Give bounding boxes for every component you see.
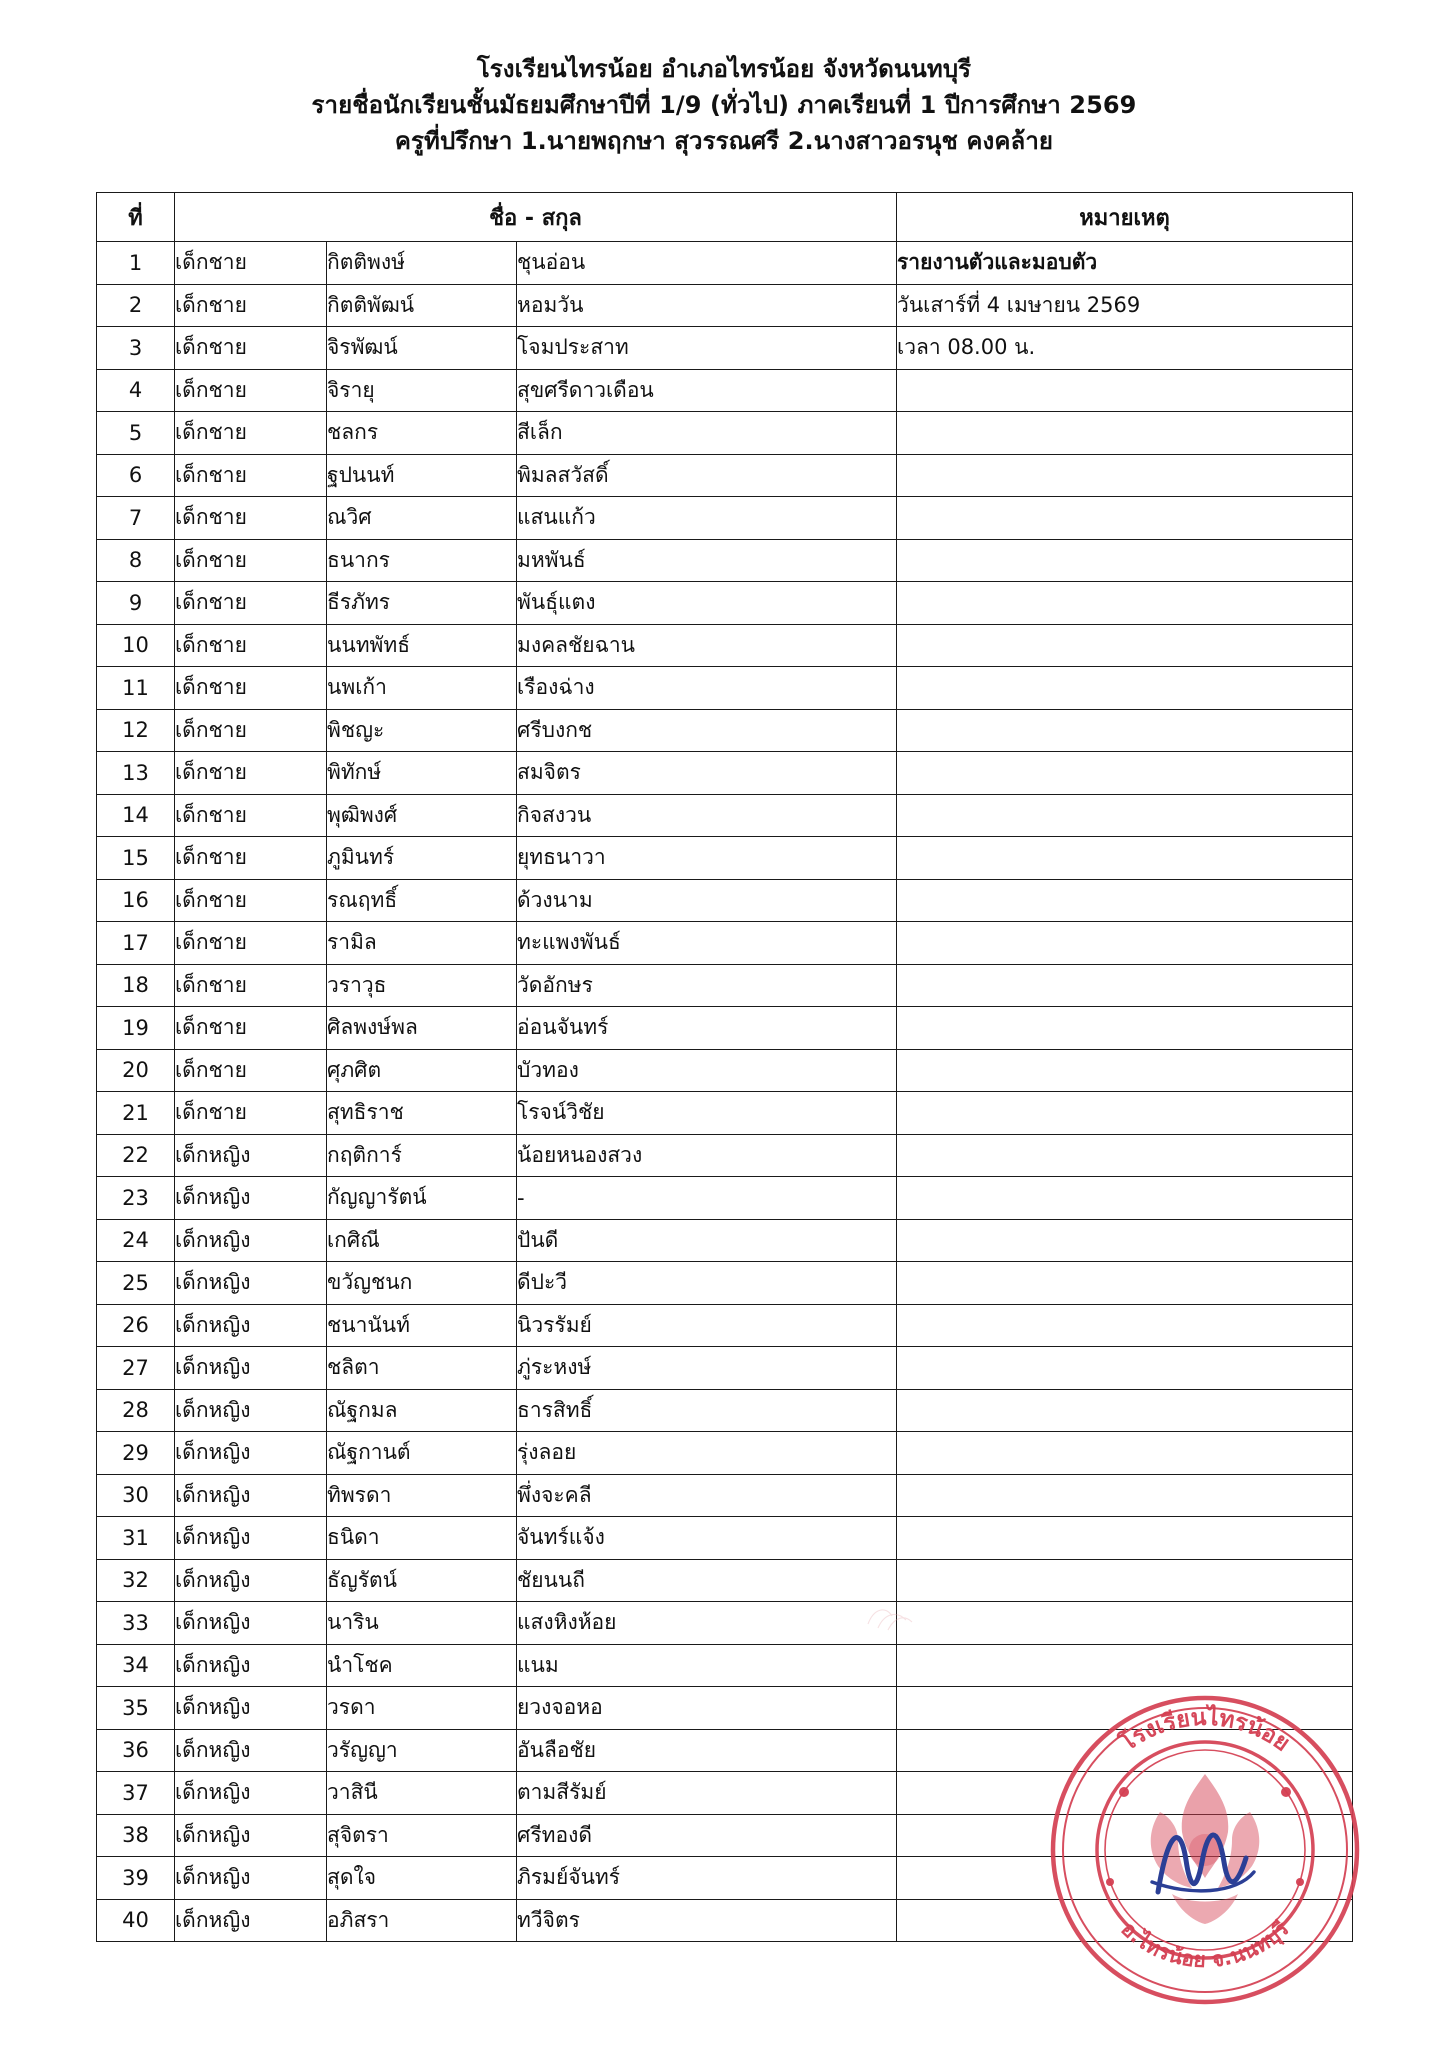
row-prefix: เด็กหญิง (175, 1857, 327, 1900)
row-prefix: เด็กหญิง (175, 1772, 327, 1815)
row-prefix: เด็กหญิง (175, 1347, 327, 1390)
table-row (97, 1432, 1353, 1475)
row-number: 3 (97, 327, 175, 370)
row-first-name: จิรพัฒน์ (327, 327, 517, 370)
table-row (97, 1092, 1353, 1135)
document-header (96, 52, 1352, 158)
table-row (97, 454, 1353, 497)
row-number: 10 (97, 624, 175, 667)
row-prefix: เด็กชาย (175, 879, 327, 922)
row-number: 15 (97, 837, 175, 880)
row-last-name: ปันดี (517, 1219, 897, 1262)
row-prefix: เด็กหญิง (175, 1899, 327, 1942)
row-first-name: กฤติการ์ (327, 1134, 517, 1177)
row-last-name: มงคลชัยฉาน (517, 624, 897, 667)
row-remark (897, 1007, 1353, 1050)
row-last-name: เรืองฉ่าง (517, 667, 897, 710)
row-first-name: นพเก้า (327, 667, 517, 710)
row-remark (897, 1857, 1353, 1900)
row-number: 11 (97, 667, 175, 710)
row-number: 18 (97, 964, 175, 1007)
row-remark: เวลา 08.00 น. (897, 327, 1353, 370)
school-name-line: โรงเรียนไทรน้อย อำเภอไทรน้อย จังหวัดนนทบุรี (476, 55, 972, 83)
row-first-name: สุดใจ (327, 1857, 517, 1900)
row-last-name: โจมประสาท (517, 327, 897, 370)
row-first-name: ชลกร (327, 412, 517, 455)
table-row (97, 1134, 1353, 1177)
table-row (97, 1772, 1353, 1815)
row-last-name: ยุทธนาวา (517, 837, 897, 880)
row-last-name: สุขศรีดาวเดือน (517, 369, 897, 412)
row-prefix: เด็กชาย (175, 284, 327, 327)
row-number: 27 (97, 1347, 175, 1390)
table-row (97, 709, 1353, 752)
table-row (97, 794, 1353, 837)
row-first-name: กิตติพัฒน์ (327, 284, 517, 327)
row-last-name: พึ่งจะคลี (517, 1474, 897, 1517)
row-first-name: ฐปนนท์ (327, 454, 517, 497)
table-row (97, 1644, 1353, 1687)
table-body (97, 242, 1353, 1942)
row-first-name: จิรายุ (327, 369, 517, 412)
row-first-name: เกศิณี (327, 1219, 517, 1262)
row-last-name: รุ่งลอย (517, 1432, 897, 1475)
row-last-name: สมจิตร (517, 752, 897, 795)
row-last-name: ศรีบงกช (517, 709, 897, 752)
row-prefix: เด็กหญิง (175, 1687, 327, 1730)
table-row (97, 1262, 1353, 1305)
row-prefix: เด็กชาย (175, 582, 327, 625)
row-last-name: ตามสีรัมย์ (517, 1772, 897, 1815)
row-number: 28 (97, 1389, 175, 1432)
table-row (97, 667, 1353, 710)
row-prefix: เด็กหญิง (175, 1474, 327, 1517)
header-name: ชื่อ - สกุล (175, 193, 897, 242)
row-number: 5 (97, 412, 175, 455)
row-last-name: อันลือชัย (517, 1729, 897, 1772)
row-last-name: พันธุ์แตง (517, 582, 897, 625)
table-row (97, 1049, 1353, 1092)
row-number: 40 (97, 1899, 175, 1942)
table-row (97, 1177, 1353, 1220)
class-list-line: รายชื่อนักเรียนชั้นมัธยมศึกษาปีที่ 1/9 (ทั่วไป) ภาคเรียนที่ 1 ปีการศึกษา 2569 (311, 91, 1137, 120)
row-remark (897, 1559, 1353, 1602)
row-remark (897, 879, 1353, 922)
row-prefix: เด็กชาย (175, 964, 327, 1007)
row-remark: รายงานตัวและมอบตัว (897, 242, 1353, 285)
row-first-name: ภูมินทร์ (327, 837, 517, 880)
row-number: 4 (97, 369, 175, 412)
table-row (97, 369, 1353, 412)
row-remark (897, 1347, 1353, 1390)
table-header-row (97, 193, 1353, 242)
row-number: 16 (97, 879, 175, 922)
row-remark (897, 1687, 1353, 1730)
row-number: 25 (97, 1262, 175, 1305)
table-row (97, 1729, 1353, 1772)
row-first-name: พิทักษ์ (327, 752, 517, 795)
table-row (97, 1389, 1353, 1432)
row-last-name: ทวีจิตร (517, 1899, 897, 1942)
row-prefix: เด็กชาย (175, 454, 327, 497)
row-last-name: ภิรมย์จันทร์ (517, 1857, 897, 1900)
table-row (97, 624, 1353, 667)
faint-ink-mark (862, 1600, 918, 1634)
row-number: 6 (97, 454, 175, 497)
row-remark (897, 752, 1353, 795)
row-last-name: ดีปะวี (517, 1262, 897, 1305)
table-row (97, 539, 1353, 582)
row-number: 38 (97, 1814, 175, 1857)
row-last-name: ยวงจอหอ (517, 1687, 897, 1730)
row-remark (897, 667, 1353, 710)
row-prefix: เด็กชาย (175, 794, 327, 837)
row-number: 34 (97, 1644, 175, 1687)
table-row (97, 964, 1353, 1007)
row-remark (897, 497, 1353, 540)
row-prefix: เด็กหญิง (175, 1814, 327, 1857)
row-number: 9 (97, 582, 175, 625)
row-remark (897, 922, 1353, 965)
row-remark (897, 1389, 1353, 1432)
table-row (97, 922, 1353, 965)
row-first-name: ศุภศิต (327, 1049, 517, 1092)
row-prefix: เด็กหญิง (175, 1177, 327, 1220)
table-row (97, 1304, 1353, 1347)
row-remark (897, 369, 1353, 412)
row-prefix: เด็กหญิง (175, 1304, 327, 1347)
table-row (97, 1814, 1353, 1857)
row-first-name: อภิสรา (327, 1899, 517, 1942)
row-remark (897, 539, 1353, 582)
row-remark: วันเสาร์ที่ 4 เมษายน 2569 (897, 284, 1353, 327)
row-first-name: สุจิตรา (327, 1814, 517, 1857)
row-prefix: เด็กหญิง (175, 1559, 327, 1602)
table-row (97, 1474, 1353, 1517)
row-number: 12 (97, 709, 175, 752)
row-last-name: ภู่ระหงษ์ (517, 1347, 897, 1390)
row-remark (897, 1474, 1353, 1517)
row-number: 33 (97, 1602, 175, 1645)
row-first-name: ขวัญชนก (327, 1262, 517, 1305)
row-last-name: แสนแก้ว (517, 497, 897, 540)
row-first-name: นำโชค (327, 1644, 517, 1687)
row-first-name: วราวุธ (327, 964, 517, 1007)
row-prefix: เด็กหญิง (175, 1432, 327, 1475)
table-row (97, 242, 1353, 285)
row-last-name: น้อยหนองสวง (517, 1134, 897, 1177)
row-first-name: ธัญรัตน์ (327, 1559, 517, 1602)
row-prefix: เด็กหญิง (175, 1262, 327, 1305)
row-remark (897, 624, 1353, 667)
row-remark (897, 794, 1353, 837)
row-prefix: เด็กชาย (175, 1049, 327, 1092)
row-number: 37 (97, 1772, 175, 1815)
row-prefix: เด็กชาย (175, 667, 327, 710)
row-number: 19 (97, 1007, 175, 1050)
row-number: 24 (97, 1219, 175, 1262)
row-last-name: วัดอักษร (517, 964, 897, 1007)
row-remark (897, 1814, 1353, 1857)
row-first-name: พุฒิพงศ์ (327, 794, 517, 837)
row-number: 2 (97, 284, 175, 327)
row-first-name: กิตติพงษ์ (327, 242, 517, 285)
row-prefix: เด็กชาย (175, 624, 327, 667)
row-last-name: มหพันธ์ (517, 539, 897, 582)
row-last-name: ชัยนนถี (517, 1559, 897, 1602)
row-last-name: สีเล็ก (517, 412, 897, 455)
row-prefix: เด็กชาย (175, 752, 327, 795)
row-number: 22 (97, 1134, 175, 1177)
row-first-name: ทิพรดา (327, 1474, 517, 1517)
row-last-name: บัวทอง (517, 1049, 897, 1092)
table-row (97, 1602, 1353, 1645)
row-prefix: เด็กชาย (175, 369, 327, 412)
row-first-name: ธนากร (327, 539, 517, 582)
table-head (97, 193, 1353, 242)
row-last-name: จันทร์แจ้ง (517, 1517, 897, 1560)
table-row (97, 1559, 1353, 1602)
row-prefix: เด็กหญิง (175, 1219, 327, 1262)
row-number: 26 (97, 1304, 175, 1347)
row-prefix: เด็กหญิง (175, 1644, 327, 1687)
table-row (97, 582, 1353, 625)
row-remark (897, 1304, 1353, 1347)
table-row (97, 879, 1353, 922)
row-number: 23 (97, 1177, 175, 1220)
row-remark (897, 1134, 1353, 1177)
row-number: 14 (97, 794, 175, 837)
row-number: 29 (97, 1432, 175, 1475)
row-remark (897, 1729, 1353, 1772)
row-remark (897, 454, 1353, 497)
row-prefix: เด็กชาย (175, 242, 327, 285)
row-remark (897, 582, 1353, 625)
row-number: 13 (97, 752, 175, 795)
row-first-name: ชลิตา (327, 1347, 517, 1390)
row-remark (897, 1432, 1353, 1475)
header-remark: หมายเหตุ (897, 193, 1353, 242)
row-number: 7 (97, 497, 175, 540)
row-remark (897, 1049, 1353, 1092)
row-remark (897, 1899, 1353, 1942)
row-number: 36 (97, 1729, 175, 1772)
row-prefix: เด็กชาย (175, 497, 327, 540)
row-first-name: ธนิดา (327, 1517, 517, 1560)
seal-bottom-text: อ.ไทรน้อย จ.นนทบุรี (1116, 1916, 1294, 1973)
row-first-name: นาริน (327, 1602, 517, 1645)
row-last-name: กิจสงวน (517, 794, 897, 837)
row-prefix: เด็กชาย (175, 1092, 327, 1135)
table-row (97, 837, 1353, 880)
row-last-name: ธารสิทธิ์ (517, 1389, 897, 1432)
row-remark (897, 1177, 1353, 1220)
row-first-name: ชนานันท์ (327, 1304, 517, 1347)
table-row (97, 1347, 1353, 1390)
row-last-name: แนม (517, 1644, 897, 1687)
row-last-name: ศรีทองดี (517, 1814, 897, 1857)
row-first-name: ณัฐกมล (327, 1389, 517, 1432)
row-last-name: ชุนอ่อน (517, 242, 897, 285)
row-prefix: เด็กหญิง (175, 1134, 327, 1177)
row-remark (897, 1517, 1353, 1560)
row-last-name: นิวรรัมย์ (517, 1304, 897, 1347)
row-first-name: ศิลพงษ์พล (327, 1007, 517, 1050)
row-remark (897, 412, 1353, 455)
table-row (97, 284, 1353, 327)
row-remark (897, 1219, 1353, 1262)
row-first-name: ณวิศ (327, 497, 517, 540)
row-prefix: เด็กหญิง (175, 1389, 327, 1432)
row-prefix: เด็กชาย (175, 1007, 327, 1050)
row-number: 30 (97, 1474, 175, 1517)
row-first-name: นนทพัทธ์ (327, 624, 517, 667)
table-row (97, 412, 1353, 455)
row-prefix: เด็กหญิง (175, 1602, 327, 1645)
table-row (97, 1517, 1353, 1560)
row-prefix: เด็กชาย (175, 709, 327, 752)
student-roster-table (96, 192, 1353, 1942)
row-number: 21 (97, 1092, 175, 1135)
row-first-name: รณฤทธิ์ (327, 879, 517, 922)
row-first-name: ธีรภัทร (327, 582, 517, 625)
row-remark (897, 1092, 1353, 1135)
row-last-name: อ่อนจันทร์ (517, 1007, 897, 1050)
row-remark (897, 1644, 1353, 1687)
row-first-name: วรดา (327, 1687, 517, 1730)
row-last-name: ทะแพงพันธ์ (517, 922, 897, 965)
header-number: ที่ (97, 193, 175, 242)
row-last-name: หอมวัน (517, 284, 897, 327)
row-number: 8 (97, 539, 175, 582)
row-number: 35 (97, 1687, 175, 1730)
table-row (97, 1219, 1353, 1262)
row-number: 20 (97, 1049, 175, 1092)
row-last-name: โรจน์วิชัย (517, 1092, 897, 1135)
row-last-name: แสงหิงห้อย (517, 1602, 897, 1645)
row-prefix: เด็กชาย (175, 837, 327, 880)
table-row (97, 1007, 1353, 1050)
row-number: 32 (97, 1559, 175, 1602)
row-prefix: เด็กหญิง (175, 1729, 327, 1772)
advisor-line: ครูที่ปรึกษา 1.นายพฤกษา สุวรรณศรี 2.นางสาวอรนุช คงคล้าย (394, 127, 1054, 156)
row-remark (897, 709, 1353, 752)
row-prefix: เด็กชาย (175, 922, 327, 965)
row-last-name: ด้วงนาม (517, 879, 897, 922)
row-remark (897, 1602, 1353, 1645)
table-row (97, 1857, 1353, 1900)
row-first-name: วรัญญา (327, 1729, 517, 1772)
row-first-name: สุทธิราช (327, 1092, 517, 1135)
row-prefix: เด็กชาย (175, 539, 327, 582)
row-last-name: - (517, 1177, 897, 1220)
row-first-name: พิชญะ (327, 709, 517, 752)
row-number: 17 (97, 922, 175, 965)
row-last-name: พิมลสวัสดิ์ (517, 454, 897, 497)
table-row (97, 1687, 1353, 1730)
row-remark (897, 964, 1353, 1007)
row-first-name: กัญญารัตน์ (327, 1177, 517, 1220)
row-first-name: วาสินี (327, 1772, 517, 1815)
table-row (97, 327, 1353, 370)
row-remark (897, 1262, 1353, 1305)
table-row (97, 752, 1353, 795)
row-number: 31 (97, 1517, 175, 1560)
table-row (97, 497, 1353, 540)
row-prefix: เด็กชาย (175, 327, 327, 370)
row-remark (897, 1772, 1353, 1815)
row-prefix: เด็กชาย (175, 412, 327, 455)
row-first-name: รามิล (327, 922, 517, 965)
table-row (97, 1899, 1353, 1942)
row-number: 1 (97, 242, 175, 285)
seal-top-text: โรงเรียนไทรน้อย (1115, 1704, 1295, 1757)
row-number: 39 (97, 1857, 175, 1900)
row-remark (897, 837, 1353, 880)
row-first-name: ณัฐกานต์ (327, 1432, 517, 1475)
row-prefix: เด็กหญิง (175, 1517, 327, 1560)
